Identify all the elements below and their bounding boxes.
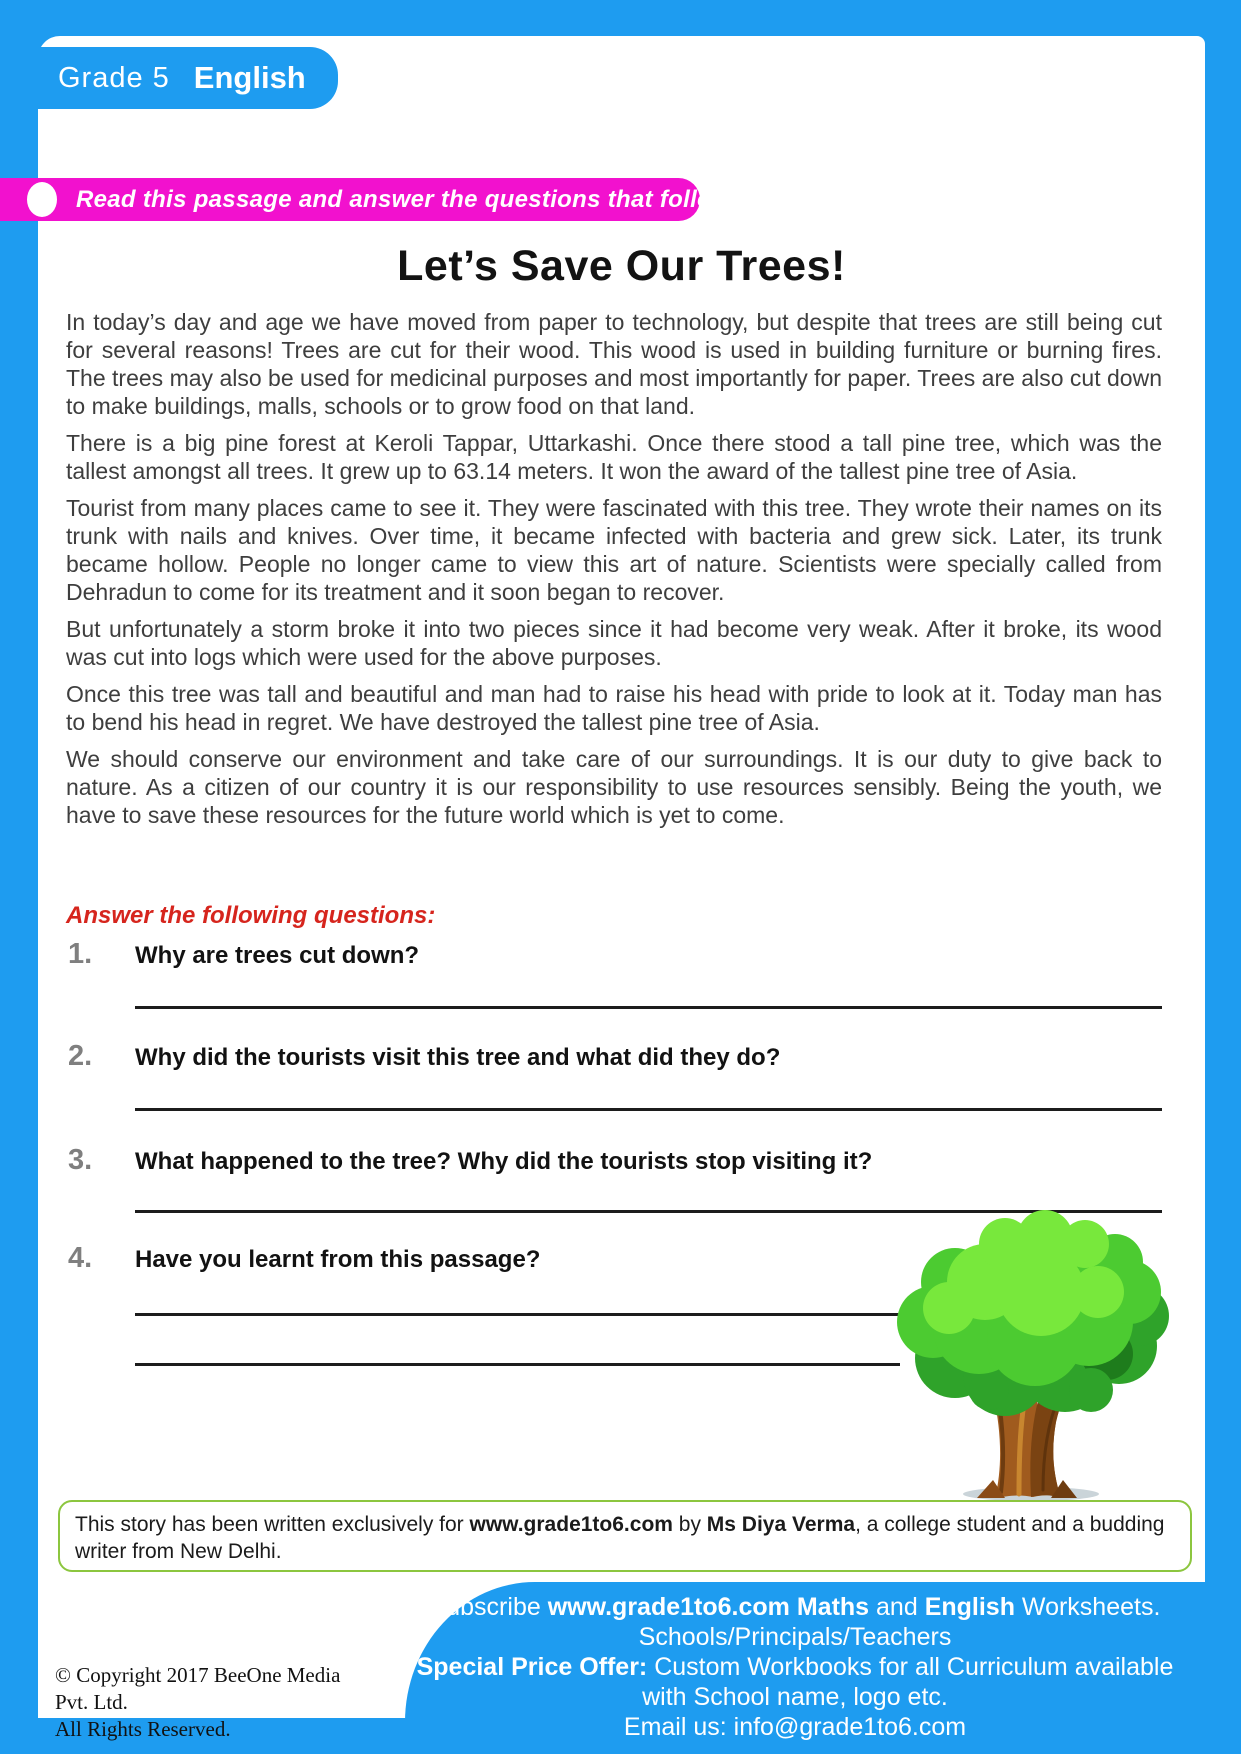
note-site: www.grade1to6.com <box>469 1513 673 1536</box>
footer-text-part: Subscribe <box>429 1593 548 1621</box>
passage-paragraph: We should conserve our environment and take care of our surroundings. It is our duty to give back to nature. As a citizen of our country it is our responsibility to use resources sensibly. Being the youth, we have to save these resources for the future world which is yet to come. <box>66 746 1162 828</box>
footer-custom-line: with School name, logo etc. <box>642 1683 948 1711</box>
question-text: What happened to the tree? Why did the tourists stop visiting it? <box>135 1148 873 1175</box>
instruction-text: Read this passage and answer the questions that follows. <box>76 185 752 213</box>
passage-paragraph: But unfortunately a storm broke it into two pieces since it had become very weak. After it broke, its wood was cut into logs which were used for the above purposes. <box>66 616 1162 670</box>
copyright-note <box>55 1662 375 1743</box>
note-text: , a college student and a budding writer from New Delhi. <box>75 1513 1165 1563</box>
note-author: Ms Diya Verma <box>706 1513 856 1536</box>
note-text: This story has been written exclusively for <box>75 1513 470 1536</box>
question-number: 3. <box>68 1144 93 1176</box>
questions-heading: Answer the following questions: <box>66 902 436 929</box>
question-number: 1. <box>68 938 93 970</box>
grade-subject-badge <box>38 47 338 109</box>
note-text: by <box>672 1513 707 1536</box>
subject-label: English <box>193 60 306 95</box>
copyright-line: All Rights Reserved. <box>55 1717 231 1741</box>
footer-audience-line: Schools/Principals/Teachers <box>638 1623 952 1651</box>
answer-line <box>135 1363 900 1366</box>
footer-text <box>380 1592 1210 1742</box>
answer-line <box>135 1108 1162 1111</box>
question-text: Why are trees cut down? <box>135 942 420 969</box>
instruction-banner <box>0 178 752 221</box>
tree-illustration <box>893 1208 1175 1502</box>
passage-body <box>66 308 1162 838</box>
question-text: Why did the tourists visit this tree and what did they do? <box>135 1044 781 1071</box>
footer-offer-line <box>380 1652 1210 1682</box>
author-note-box <box>58 1500 1192 1572</box>
footer-subscribe-line <box>380 1592 1210 1622</box>
footer-offer-bold: Special Price Offer: <box>416 1653 648 1681</box>
footer-text-part: Worksheets. <box>1014 1593 1161 1621</box>
grade-label: Grade 5 <box>58 61 170 94</box>
footer-site-bold: www.grade1to6.com Maths <box>547 1593 870 1621</box>
footer-email-line: Email us: info@grade1to6.com <box>623 1713 967 1741</box>
passage-title: Let’s Save Our Trees! <box>397 242 846 290</box>
answer-line <box>135 1006 1162 1009</box>
footer-text-part: Custom Workbooks for all Curriculum available <box>647 1653 1174 1681</box>
passage-paragraph: Tourist from many places came to see it. They were fascinated with this tree. They wrote their names on its trunk with nails and knives. Over time, it became infected with bacteria and grew sick. Later, its trunk became hollow. People no longer came to view this art of nature. Scientists were specially called from Dehradun to come for its treatment and it soon began to recover. <box>66 495 1162 605</box>
oval-bullet-icon <box>27 182 57 217</box>
passage-paragraph: There is a big pine forest at Keroli Tappar, Uttarkashi. Once there stood a tall pine tree, which was the tallest amongst all trees. It grew up to 63.14 meters. It won the award of the tallest pine tree of Asia. <box>66 430 1162 484</box>
answer-line <box>135 1313 900 1316</box>
passage-paragraph: Once this tree was tall and beautiful and man had to raise his head with pride to look at it. Today man has to bend his head in regret. We have destroyed the tallest pine tree of Asia. <box>66 681 1162 735</box>
footer-subject-bold: English <box>924 1593 1015 1621</box>
footer-text-part: and <box>869 1593 925 1621</box>
copyright-line: © Copyright 2017 BeeOne Media Pvt. Ltd. <box>55 1663 341 1714</box>
question-number: 2. <box>68 1040 93 1072</box>
question-text: Have you learnt from this passage? <box>135 1246 541 1273</box>
question-number: 4. <box>68 1242 93 1274</box>
passage-paragraph: In today’s day and age we have moved from paper to technology, but despite that trees are still being cut for several reasons! Trees are cut for their wood. This wood is used in building furniture or burning fires. The trees may also be used for medicinal purposes and most importantly for paper. Trees are also cut down to make buildings, malls, schools or to grow food on that land. <box>66 309 1162 419</box>
